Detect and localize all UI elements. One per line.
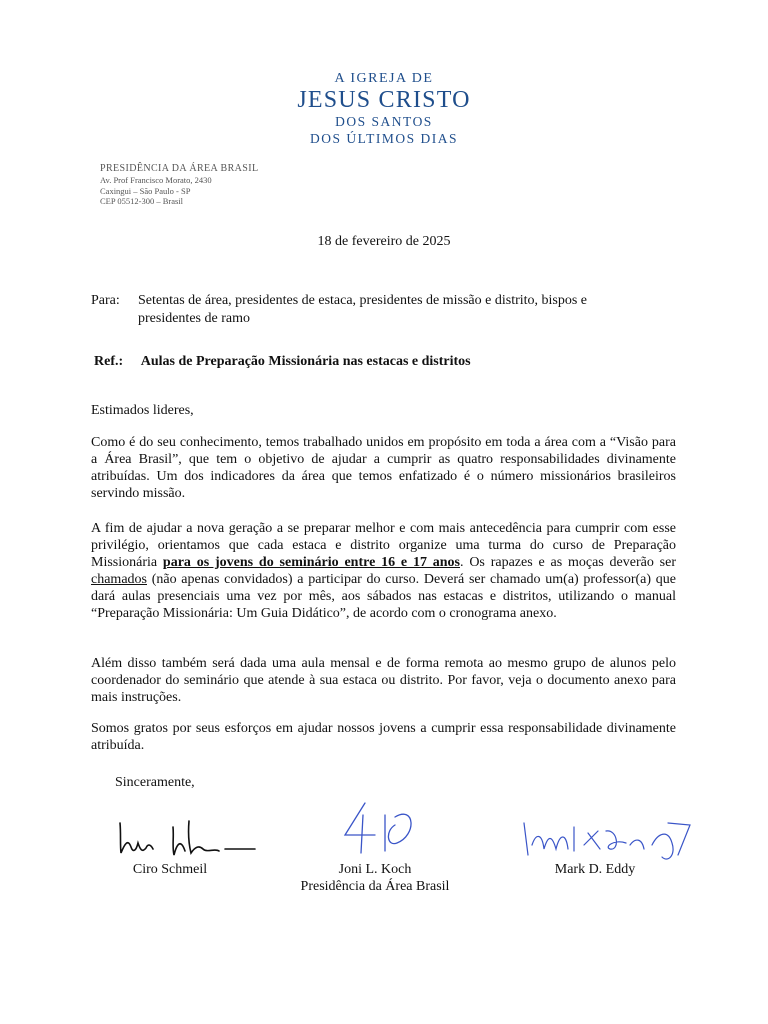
- paragraph-2-underline: chamados: [91, 572, 147, 587]
- reference-label: Ref.:: [94, 354, 124, 369]
- signatories-title: Presidência da Área Brasil: [300, 879, 450, 894]
- logo-line-2: JESUS CRISTO: [297, 87, 471, 113]
- signatory-name: Mark D. Eddy: [554, 862, 636, 877]
- paragraph-4: Somos gratos por seus esforços em ajudar nossos jovens a cumprir essa responsabilidade divinamente atribuída.: [91, 721, 676, 753]
- sender-org: PRESIDÊNCIA DA ÁREA BRASIL: [100, 163, 259, 174]
- sender-address-line: Av. Prof Francisco Morato, 2430: [100, 175, 212, 185]
- recipients-label: Para:: [91, 293, 120, 308]
- sender-block: [100, 162, 258, 207]
- paragraph-2: [91, 520, 676, 622]
- sender-address-line: CEP 05512-300 – Brasil: [100, 196, 184, 206]
- paragraph-3: Além disso também será dada uma aula mensal e de forma remota ao mesmo grupo de alunos pelo coordenador do seminário que atende à sua estaca ou distrito. Por favor, veja o documento anexo para mais instruções.: [91, 656, 676, 705]
- recipients-text: [138, 292, 688, 328]
- paragraph-2-part-1: A fim de ajudar a nova geração a se preparar melhor e com mais antecedência para cumprir com esse privilégio, orientamos que cada estaca e distrito organize uma turma do curso de Preparação Missionária: [91, 521, 676, 570]
- paragraph-2-emphasis: para os jovens do seminário entre 16 e 17 anos: [162, 555, 460, 570]
- paragraph-2-part-3: (não apenas convidados) a participar do curso. Deverá ser chamado um(a) professor(a) que dará aulas presenciais uma vez por mês, aos sábados nas estacas e distritos, utilizando o manual “Preparação Missionária: Um Guia Didático”, de acordo com o cronograma anexo.: [91, 572, 676, 621]
- recipients-line-2: presidentes de ramo: [138, 311, 250, 326]
- paragraph-1: Como é do seu conhecimento, temos trabalhado unidos em propósito em toda a área com a “Visão para a Área Brasil”, que tem o objetivo de ajudar a cumprir as quatro responsabilidades divinamente atribuídas. Um dos indicadores da área que temos enfatizado é o número missionários brasileiros servindo missão.: [91, 435, 676, 501]
- signatory-name: Joni L. Koch: [338, 862, 412, 877]
- letter-date: 18 de fevereiro de 2025: [317, 234, 451, 249]
- sender-address-line: Caxingui – São Paulo - SP: [100, 185, 191, 196]
- reference-line: [94, 354, 471, 370]
- closing: Sinceramente,: [115, 775, 195, 790]
- signatory-name: Ciro Schmeil: [132, 862, 208, 877]
- logo-line-1: A IGREJA DE: [334, 71, 434, 86]
- paragraph-2-part-2: . Os rapazes e as moças deverão ser: [460, 555, 677, 570]
- logo-line-3: DOS SANTOS: [335, 114, 433, 129]
- signature-ciro-schmeil: [115, 815, 260, 860]
- signature-joni-koch: [335, 795, 425, 860]
- reference-subject: Aulas de Preparação Missionária nas estacas e distritos: [140, 354, 471, 369]
- recipients-line-1: Setentas de área, presidentes de estaca, presidentes de missão e distrito, bispos e: [138, 293, 588, 308]
- greeting: Estimados lideres,: [91, 403, 194, 418]
- logo-line-4: DOS ÚLTIMOS DIAS: [309, 131, 459, 146]
- church-logo: [0, 70, 768, 147]
